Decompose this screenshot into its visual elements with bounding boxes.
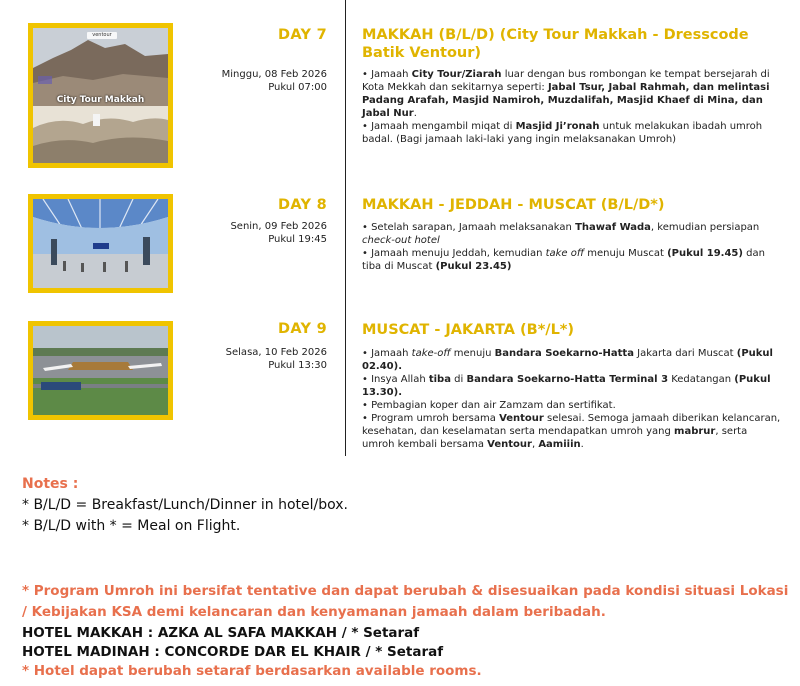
day7-photo <box>28 23 173 168</box>
day9-body <box>362 347 782 451</box>
day7-title: MAKKAH (B/L/D) (City Tour Makkah - Dresscode Batik Ventour) <box>362 27 749 61</box>
day8-label: DAY 8 <box>277 197 327 213</box>
day9-time: Pukul 13:30 <box>268 360 327 371</box>
airport-terminal-image <box>33 199 168 288</box>
day9-point-4: • Program umroh bersama Ventour selesai. Semoga jamaah diberikan kelancaran, kesehatan, dan keselamatan serta mendapatkan umroh yang mabrur, serta umroh kembali bersama Ventour, Aamiiin. <box>362 413 781 450</box>
soekarno-hatta-airport-image <box>33 326 168 415</box>
day9-title: MUSCAT - JAKARTA (B*/L*) <box>362 322 575 338</box>
disclaimer-text: * Program Umroh ini bersifat tentative dan dapat berubah & disesuaikan pada kondisi situasi Lokasi / Kebijakan KSA demi kelancaran dan kenyamanan jamaah dalam beribadah. <box>22 583 789 620</box>
day7-label: DAY 7 <box>277 27 327 43</box>
day9-photo <box>28 321 173 420</box>
note-line-2: * B/L/D with * = Meal on Flight. <box>22 518 241 534</box>
day8-title: MAKKAH - JEDDAH - MUSCAT (B/L/D*) <box>362 197 665 213</box>
day9-point-2: • Insya Allah tiba di Bandara Soekarno-Hatta Terminal 3 Kedatangan (Pukul 13.30). <box>362 374 771 398</box>
photo-tag: ventour <box>92 32 112 38</box>
day7-point-1: • Jamaah City Tour/Ziarah luar dengan bus rombongan ke tempat bersejarah di Kota Mekkah dan sekitarnya seperti: Jabal Tsur, Jabal Rahmah, dan melintasi Padang Arafah, Masjid Namiroh, Muzdalifah, Masjid Khaef di Mina, dan Jabal Nur. <box>362 69 770 119</box>
day8-point-1: • Setelah sarapan, Jamaah melaksanakan Thawaf Wada, kemudian persiapan check-out hotel <box>362 222 760 246</box>
hotel-note: * Hotel dapat berubah setaraf berdasarkan available rooms. <box>22 663 482 679</box>
day9-date: Selasa, 10 Feb 2026 <box>225 347 327 358</box>
day8-date: Senin, 09 Feb 2026 <box>230 221 327 232</box>
notes-title: Notes : <box>22 476 79 492</box>
day9-point-1: • Jamaah take-off menuju Bandara Soekarno-Hatta Jakarta dari Muscat (Pukul 02.40). <box>362 348 773 372</box>
note-line-1: * B/L/D = Breakfast/Lunch/Dinner in hotel/box. <box>22 497 348 513</box>
day8-photo <box>28 194 173 293</box>
day9-label: DAY 9 <box>277 321 327 337</box>
day8-point-2: • Jamaah menuju Jeddah, kemudian take off menuju Muscat (Pukul 19.45) dan tiba di Muscat (Pukul 23.45) <box>362 248 765 272</box>
day7-body <box>362 68 782 146</box>
day8-time: Pukul 19:45 <box>268 234 327 245</box>
day7-time: Pukul 07:00 <box>268 82 327 93</box>
timeline-divider <box>345 0 346 456</box>
day7-point-2: • Jamaah mengambil miqat di Masjid Ji’ronah untuk melakukan ibadah umroh badal. (Bagi jamaah laki-laki yang ingin melaksanakan Umroh) <box>362 121 763 145</box>
hotel-makkah: HOTEL MAKKAH : AZKA AL SAFA MAKKAH / * Setaraf <box>22 625 420 641</box>
day9-point-3: • Pembagian koper dan air Zamzam dan sertifikat. <box>362 400 616 411</box>
hotel-madinah: HOTEL MADINAH : CONCORDE DAR EL KHAIR / * Setaraf <box>22 644 444 660</box>
day7-date: Minggu, 08 Feb 2026 <box>221 69 327 80</box>
photo-caption: City Tour Makkah <box>56 95 145 105</box>
day8-body <box>362 221 782 273</box>
